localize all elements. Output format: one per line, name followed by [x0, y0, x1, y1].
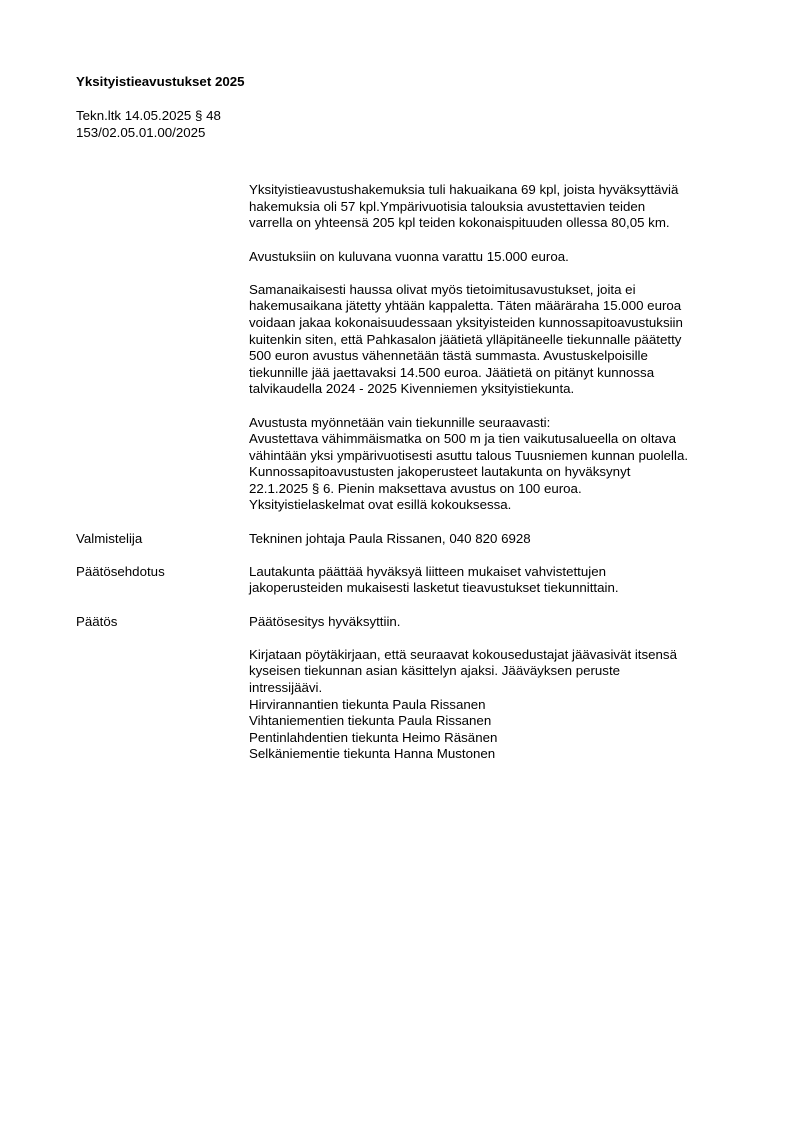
text-line: talvikaudella 2024 - 2025 Kivenniemen yksityistiekunta. — [249, 381, 575, 397]
text-line: Yksityistieavustushakemuksia tuli hakuaikana 69 kpl, joista hyväksyttäviä — [249, 182, 679, 198]
intro-paragraph — [249, 182, 736, 232]
document-title: Yksityistieavustukset 2025 — [76, 74, 245, 89]
text-line: intressijäävi. — [249, 680, 323, 695]
paatos-text — [249, 614, 736, 763]
text-line: vähintään yksi ympärivuotisesti asuttu talous Tuusniemen kunnan puolella. — [249, 447, 689, 463]
text-line: jakoperusteiden mukaisesti lasketut tieavustukset tiekunnittain. — [249, 580, 619, 596]
valmistelija-text: Tekninen johtaja Paula Rissanen, 040 820 6928 — [249, 530, 531, 546]
text-line: 500 euron avustus vähennetään tästä summasta. Avustuskelpoisille — [249, 348, 648, 364]
text-line: Avustuksiin on kuluvana vuonna varattu 15.000 euroa. — [249, 248, 569, 264]
text-line: hakemusaikana jätetty yhtään kappaletta. Täten määräraha 15.000 euroa — [249, 298, 682, 314]
document-page — [76, 74, 736, 763]
paatos-row — [76, 614, 736, 763]
text-line: Avustettava vähimmäismatka on 500 m ja tien vaikutusalueella on oltava — [249, 431, 676, 447]
text-line: kuitenkin siten, että Pahkasalon jäätietä ylläpitäneelle tiekunnalle päätetty — [249, 331, 682, 347]
text-line: Selkäniementie tiekunta Hanna Mustonen — [249, 746, 496, 762]
text-line: Päätösesitys hyväksyttiin. — [249, 613, 401, 629]
text-line: hakemuksia oli 57 kpl.Ympärivuotisia talouksia avustettavien teiden — [249, 198, 646, 214]
record-number: 153/02.05.01.00/2025 — [76, 124, 206, 140]
text-line: voidaan jakaa kokonaisuudessaan yksityisteiden kunnossapitoavustuksiin — [249, 314, 683, 330]
paatos-paragraph — [249, 647, 736, 763]
text-line: Kirjataan pöytäkirjaan, että seuraavat kokousedustajat jäävasivät itsensä — [249, 646, 677, 662]
text-line: 22.1.2025 § 6. Pienin maksettava avustus on 100 euroa. — [249, 480, 582, 496]
text-line: varrella on yhteensä 205 kpl teiden kokonaispituuden ollessa 80,05 km. — [249, 215, 670, 231]
intro-section — [249, 182, 736, 514]
paatos-label: Päätös — [76, 613, 118, 629]
text-line: Samanaikaisesti haussa olivat myös tietoimitusavustukset, joita ei — [249, 281, 636, 297]
meeting-reference: Tekn.ltk 14.05.2025 § 48 — [76, 108, 221, 123]
reference-block — [76, 108, 736, 141]
text-line: Lautakunta päättää hyväksyä liitteen mukaiset vahvistettujen — [249, 563, 607, 579]
text-line: Hirvirannantien tiekunta Paula Rissanen — [249, 696, 486, 712]
valmistelija-label: Valmistelija — [76, 530, 143, 546]
text-line: Vihtaniementien tiekunta Paula Rissanen — [249, 713, 492, 729]
intro-paragraph — [249, 282, 736, 398]
paatosehdotus-row — [76, 564, 736, 597]
text-line: tiekunnille jää jaettavaksi 14.500 euroa. Jäätietä on pitänyt kunnossa — [249, 364, 655, 380]
text-line: Kunnossapitoavustusten jakoperusteet lautakunta on hyväksynyt — [249, 464, 631, 480]
text-line: Yksityistielaskelmat ovat esillä kokouksessa. — [249, 497, 512, 513]
paatosehdotus-text — [249, 564, 736, 597]
text-line: Pentinlahdentien tiekunta Heimo Räsänen — [249, 729, 498, 745]
intro-paragraph — [249, 415, 736, 515]
text-line: kyseisen tiekunnan asian käsittelyn ajaksi. Jääväyksen peruste — [249, 663, 621, 679]
intro-paragraph — [249, 249, 736, 266]
valmistelija-row — [76, 531, 736, 548]
paatos-paragraph — [249, 614, 736, 631]
paatosehdotus-label: Päätösehdotus — [76, 563, 165, 579]
text-line: Avustusta myönnetään vain tiekunnille seuraavasti: — [249, 414, 551, 430]
